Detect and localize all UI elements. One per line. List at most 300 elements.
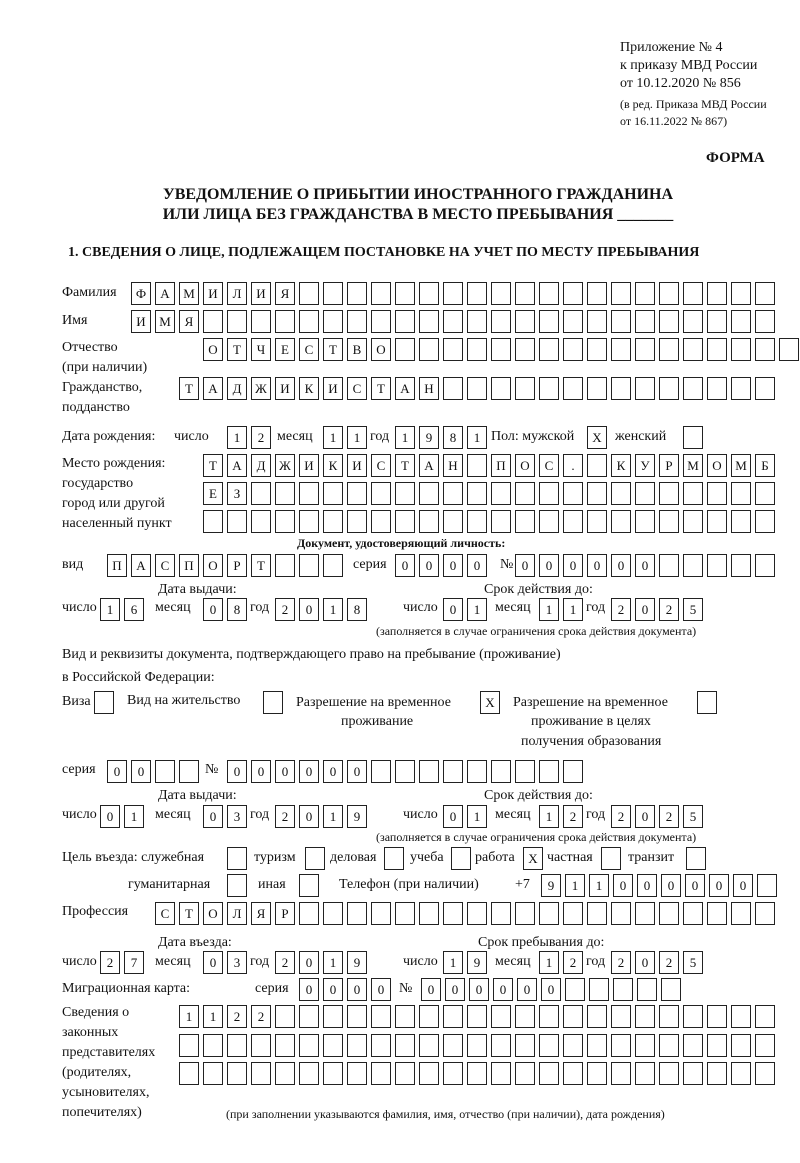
input-cell[interactable] <box>707 482 727 505</box>
input-cell[interactable] <box>347 1005 367 1028</box>
input-cell[interactable]: 7 <box>124 951 144 974</box>
input-cell[interactable]: 2 <box>251 1005 271 1028</box>
purpose-study-checkbox[interactable] <box>451 847 471 870</box>
input-cell[interactable]: 3 <box>227 805 247 828</box>
input-cell[interactable]: 0 <box>323 978 343 1001</box>
input-cell[interactable] <box>539 1062 559 1085</box>
purpose-tourism-checkbox[interactable] <box>305 847 325 870</box>
input-cell[interactable]: С <box>347 377 367 400</box>
surname-field[interactable] <box>131 282 775 305</box>
right-issue-year-field[interactable] <box>275 805 367 828</box>
input-cell[interactable]: Л <box>227 902 247 925</box>
input-cell[interactable] <box>755 377 775 400</box>
input-cell[interactable]: 1 <box>467 426 487 449</box>
input-cell[interactable] <box>635 338 655 361</box>
birthplace-field[interactable] <box>203 510 775 533</box>
input-cell[interactable] <box>587 482 607 505</box>
input-cell[interactable]: 0 <box>107 760 127 783</box>
right-doc-number-field[interactable] <box>227 760 583 783</box>
input-cell[interactable]: 0 <box>299 598 319 621</box>
purpose-humanitarian-checkbox[interactable] <box>227 874 247 897</box>
input-cell[interactable]: 9 <box>419 426 439 449</box>
input-cell[interactable] <box>443 1034 463 1057</box>
input-cell[interactable] <box>659 1062 679 1085</box>
input-cell[interactable] <box>299 310 319 333</box>
input-cell[interactable] <box>611 310 631 333</box>
entry-day-field[interactable] <box>100 951 144 974</box>
input-cell[interactable]: 0 <box>299 951 319 974</box>
input-cell[interactable]: М <box>683 454 703 477</box>
input-cell[interactable]: 1 <box>100 598 120 621</box>
input-cell[interactable]: 2 <box>659 951 679 974</box>
input-cell[interactable] <box>587 902 607 925</box>
input-cell[interactable] <box>467 377 487 400</box>
input-cell[interactable]: 1 <box>539 805 559 828</box>
input-cell[interactable] <box>539 377 559 400</box>
stay-month-field[interactable] <box>539 951 583 974</box>
purpose-work-checkbox[interactable] <box>523 847 543 870</box>
purpose-private-checkbox[interactable] <box>601 847 621 870</box>
input-cell[interactable] <box>611 282 631 305</box>
doc-kind-field[interactable] <box>107 554 343 577</box>
input-cell[interactable]: К <box>299 377 319 400</box>
input-cell[interactable]: О <box>707 454 727 477</box>
input-cell[interactable] <box>371 1034 391 1057</box>
input-cell[interactable] <box>515 902 535 925</box>
input-cell[interactable] <box>491 282 511 305</box>
input-cell[interactable]: И <box>323 377 343 400</box>
input-cell[interactable]: 0 <box>661 874 681 897</box>
input-cell[interactable] <box>299 902 319 925</box>
input-cell[interactable] <box>539 1005 559 1028</box>
input-cell[interactable]: 2 <box>563 805 583 828</box>
input-cell[interactable]: Я <box>179 310 199 333</box>
input-cell[interactable] <box>635 510 655 533</box>
input-cell[interactable] <box>323 1062 343 1085</box>
input-cell[interactable] <box>731 482 751 505</box>
input-cell[interactable] <box>755 510 775 533</box>
input-cell[interactable]: 1 <box>589 874 609 897</box>
input-cell[interactable]: М <box>155 310 175 333</box>
input-cell[interactable] <box>467 1062 487 1085</box>
input-cell[interactable] <box>731 1034 751 1057</box>
input-cell[interactable] <box>611 1034 631 1057</box>
input-cell[interactable] <box>659 377 679 400</box>
input-cell[interactable]: 0 <box>563 554 583 577</box>
input-cell[interactable] <box>515 377 535 400</box>
doc-issue-day-field[interactable] <box>100 598 144 621</box>
input-cell[interactable]: О <box>371 338 391 361</box>
input-cell[interactable] <box>419 282 439 305</box>
input-cell[interactable] <box>731 310 751 333</box>
input-cell[interactable]: 1 <box>467 805 487 828</box>
input-cell[interactable]: 1 <box>539 951 559 974</box>
input-cell[interactable]: 0 <box>469 978 489 1001</box>
input-cell[interactable] <box>659 1034 679 1057</box>
input-cell[interactable]: 2 <box>659 598 679 621</box>
input-cell[interactable]: И <box>131 310 151 333</box>
input-cell[interactable] <box>347 482 367 505</box>
input-cell[interactable] <box>395 1005 415 1028</box>
input-cell[interactable] <box>395 1034 415 1057</box>
input-cell[interactable] <box>347 1034 367 1057</box>
input-cell[interactable] <box>755 1034 775 1057</box>
input-cell[interactable] <box>451 847 471 870</box>
input-cell[interactable]: Т <box>323 338 343 361</box>
input-cell[interactable]: 0 <box>541 978 561 1001</box>
input-cell[interactable]: Ч <box>251 338 271 361</box>
input-cell[interactable]: 0 <box>203 598 223 621</box>
input-cell[interactable] <box>683 377 703 400</box>
input-cell[interactable] <box>419 510 439 533</box>
input-cell[interactable] <box>563 482 583 505</box>
input-cell[interactable]: Н <box>443 454 463 477</box>
input-cell[interactable] <box>515 310 535 333</box>
input-cell[interactable]: 2 <box>100 951 120 974</box>
birth-day-field[interactable] <box>227 426 271 449</box>
input-cell[interactable] <box>589 978 609 1001</box>
input-cell[interactable]: Т <box>179 902 199 925</box>
entry-year-field[interactable] <box>275 951 367 974</box>
input-cell[interactable] <box>635 482 655 505</box>
input-cell[interactable] <box>491 377 511 400</box>
input-cell[interactable] <box>659 554 679 577</box>
input-cell[interactable]: А <box>131 554 151 577</box>
input-cell[interactable] <box>384 847 404 870</box>
input-cell[interactable] <box>635 282 655 305</box>
input-cell[interactable]: 2 <box>563 951 583 974</box>
input-cell[interactable]: 2 <box>275 805 295 828</box>
input-cell[interactable]: 0 <box>299 760 319 783</box>
input-cell[interactable] <box>731 902 751 925</box>
input-cell[interactable] <box>757 874 777 897</box>
input-cell[interactable] <box>299 1062 319 1085</box>
input-cell[interactable] <box>635 902 655 925</box>
input-cell[interactable] <box>179 1034 199 1057</box>
input-cell[interactable] <box>467 510 487 533</box>
input-cell[interactable]: 2 <box>611 598 631 621</box>
input-cell[interactable] <box>227 1062 247 1085</box>
input-cell[interactable]: Ж <box>251 377 271 400</box>
input-cell[interactable]: Н <box>419 377 439 400</box>
input-cell[interactable]: О <box>203 338 223 361</box>
input-cell[interactable]: 0 <box>371 978 391 1001</box>
input-cell[interactable] <box>203 1062 223 1085</box>
input-cell[interactable] <box>443 310 463 333</box>
input-cell[interactable] <box>659 510 679 533</box>
input-cell[interactable] <box>611 1005 631 1028</box>
input-cell[interactable] <box>707 282 727 305</box>
input-cell[interactable] <box>515 1034 535 1057</box>
input-cell[interactable] <box>467 310 487 333</box>
input-cell[interactable] <box>371 760 391 783</box>
input-cell[interactable] <box>707 1034 727 1057</box>
input-cell[interactable] <box>613 978 633 1001</box>
input-cell[interactable] <box>251 482 271 505</box>
input-cell[interactable] <box>587 1034 607 1057</box>
input-cell[interactable]: . <box>563 454 583 477</box>
input-cell[interactable] <box>203 1034 223 1057</box>
input-cell[interactable] <box>611 338 631 361</box>
input-cell[interactable] <box>299 874 319 897</box>
input-cell[interactable]: 0 <box>445 978 465 1001</box>
patronymic-field[interactable] <box>203 338 799 361</box>
input-cell[interactable] <box>94 691 114 714</box>
input-cell[interactable] <box>683 482 703 505</box>
input-cell[interactable]: 0 <box>637 874 657 897</box>
input-cell[interactable]: 8 <box>227 598 247 621</box>
input-cell[interactable] <box>371 482 391 505</box>
input-cell[interactable]: А <box>395 377 415 400</box>
doc-valid-year-field[interactable] <box>611 598 703 621</box>
input-cell[interactable] <box>347 902 367 925</box>
birth-year-field[interactable] <box>395 426 487 449</box>
input-cell[interactable]: 1 <box>227 426 247 449</box>
input-cell[interactable] <box>563 1062 583 1085</box>
doc-issue-month-field[interactable] <box>203 598 247 621</box>
input-cell[interactable]: 0 <box>517 978 537 1001</box>
input-cell[interactable] <box>419 338 439 361</box>
input-cell[interactable]: 0 <box>203 805 223 828</box>
input-cell[interactable] <box>683 510 703 533</box>
input-cell[interactable]: 1 <box>179 1005 199 1028</box>
input-cell[interactable]: Д <box>227 377 247 400</box>
input-cell[interactable]: 0 <box>709 874 729 897</box>
doc-valid-day-field[interactable] <box>443 598 487 621</box>
input-cell[interactable]: З <box>227 482 247 505</box>
input-cell[interactable] <box>467 482 487 505</box>
input-cell[interactable] <box>467 902 487 925</box>
right-issue-day-field[interactable] <box>100 805 144 828</box>
input-cell[interactable] <box>611 1062 631 1085</box>
input-cell[interactable] <box>731 338 751 361</box>
input-cell[interactable] <box>491 1034 511 1057</box>
input-cell[interactable] <box>251 1062 271 1085</box>
input-cell[interactable] <box>251 510 271 533</box>
input-cell[interactable] <box>395 1062 415 1085</box>
input-cell[interactable] <box>683 554 703 577</box>
input-cell[interactable] <box>227 847 247 870</box>
input-cell[interactable]: 8 <box>347 598 367 621</box>
input-cell[interactable] <box>539 760 559 783</box>
input-cell[interactable] <box>587 1062 607 1085</box>
input-cell[interactable]: 0 <box>421 978 441 1001</box>
input-cell[interactable] <box>686 847 706 870</box>
input-cell[interactable] <box>419 310 439 333</box>
temporary-residence-education-checkbox[interactable] <box>697 691 717 714</box>
input-cell[interactable]: Я <box>251 902 271 925</box>
input-cell[interactable]: 1 <box>539 598 559 621</box>
input-cell[interactable] <box>539 282 559 305</box>
representatives-field[interactable] <box>179 1005 775 1028</box>
input-cell[interactable]: У <box>635 454 655 477</box>
input-cell[interactable] <box>515 1062 535 1085</box>
input-cell[interactable] <box>707 310 727 333</box>
input-cell[interactable]: П <box>179 554 199 577</box>
input-cell[interactable]: 0 <box>443 554 463 577</box>
phone-field[interactable] <box>541 874 777 897</box>
input-cell[interactable]: 1 <box>323 426 343 449</box>
input-cell[interactable]: 5 <box>683 951 703 974</box>
input-cell[interactable] <box>683 1034 703 1057</box>
input-cell[interactable] <box>515 1005 535 1028</box>
input-cell[interactable] <box>467 282 487 305</box>
input-cell[interactable] <box>731 282 751 305</box>
input-cell[interactable]: И <box>275 377 295 400</box>
input-cell[interactable] <box>683 426 703 449</box>
input-cell[interactable] <box>611 510 631 533</box>
input-cell[interactable] <box>563 1034 583 1057</box>
input-cell[interactable] <box>563 902 583 925</box>
input-cell[interactable]: 2 <box>227 1005 247 1028</box>
input-cell[interactable] <box>491 1062 511 1085</box>
input-cell[interactable] <box>347 510 367 533</box>
input-cell[interactable] <box>635 1034 655 1057</box>
birth-month-field[interactable] <box>323 426 367 449</box>
input-cell[interactable] <box>419 760 439 783</box>
input-cell[interactable] <box>515 338 535 361</box>
input-cell[interactable]: 2 <box>611 805 631 828</box>
input-cell[interactable] <box>347 1062 367 1085</box>
input-cell[interactable] <box>563 338 583 361</box>
input-cell[interactable]: Е <box>275 338 295 361</box>
input-cell[interactable] <box>659 310 679 333</box>
doc-number-field[interactable] <box>515 554 775 577</box>
input-cell[interactable]: К <box>323 454 343 477</box>
profession-field[interactable] <box>155 902 775 925</box>
birthplace-field[interactable] <box>203 482 775 505</box>
input-cell[interactable]: 9 <box>347 805 367 828</box>
input-cell[interactable]: 1 <box>563 598 583 621</box>
sex-female-checkbox[interactable] <box>683 426 703 449</box>
input-cell[interactable] <box>251 1034 271 1057</box>
input-cell[interactable]: О <box>203 554 223 577</box>
input-cell[interactable] <box>443 510 463 533</box>
input-cell[interactable] <box>683 1005 703 1028</box>
input-cell[interactable] <box>491 1005 511 1028</box>
input-cell[interactable] <box>707 510 727 533</box>
input-cell[interactable]: 0 <box>299 805 319 828</box>
input-cell[interactable] <box>563 510 583 533</box>
input-cell[interactable] <box>467 1034 487 1057</box>
input-cell[interactable]: П <box>107 554 127 577</box>
right-doc-series-field[interactable] <box>107 760 199 783</box>
input-cell[interactable]: С <box>371 454 391 477</box>
input-cell[interactable] <box>299 554 319 577</box>
stay-day-field[interactable] <box>443 951 487 974</box>
input-cell[interactable] <box>515 510 535 533</box>
input-cell[interactable] <box>515 282 535 305</box>
input-cell[interactable] <box>779 338 799 361</box>
input-cell[interactable] <box>443 338 463 361</box>
input-cell[interactable] <box>539 510 559 533</box>
input-cell[interactable] <box>635 377 655 400</box>
input-cell[interactable]: А <box>227 454 247 477</box>
input-cell[interactable]: 0 <box>611 554 631 577</box>
input-cell[interactable] <box>755 554 775 577</box>
input-cell[interactable] <box>299 482 319 505</box>
input-cell[interactable] <box>563 282 583 305</box>
input-cell[interactable]: 1 <box>347 426 367 449</box>
input-cell[interactable] <box>683 282 703 305</box>
input-cell[interactable] <box>323 1005 343 1028</box>
input-cell[interactable] <box>443 1005 463 1028</box>
input-cell[interactable] <box>587 510 607 533</box>
input-cell[interactable] <box>659 482 679 505</box>
input-cell[interactable]: Е <box>203 482 223 505</box>
input-cell[interactable]: 1 <box>323 598 343 621</box>
input-cell[interactable]: 0 <box>419 554 439 577</box>
right-issue-month-field[interactable] <box>203 805 247 828</box>
input-cell[interactable]: С <box>539 454 559 477</box>
input-cell[interactable]: 0 <box>443 805 463 828</box>
input-cell[interactable]: X <box>587 426 607 449</box>
input-cell[interactable]: Б <box>755 454 775 477</box>
input-cell[interactable]: 0 <box>587 554 607 577</box>
input-cell[interactable]: 0 <box>395 554 415 577</box>
input-cell[interactable] <box>443 1062 463 1085</box>
input-cell[interactable] <box>683 310 703 333</box>
input-cell[interactable] <box>419 1034 439 1057</box>
input-cell[interactable]: И <box>251 282 271 305</box>
input-cell[interactable]: Т <box>179 377 199 400</box>
input-cell[interactable] <box>491 902 511 925</box>
input-cell[interactable] <box>443 482 463 505</box>
input-cell[interactable] <box>347 310 367 333</box>
right-valid-day-field[interactable] <box>443 805 487 828</box>
input-cell[interactable] <box>731 1062 751 1085</box>
input-cell[interactable] <box>443 902 463 925</box>
input-cell[interactable] <box>515 760 535 783</box>
input-cell[interactable] <box>275 482 295 505</box>
input-cell[interactable]: Р <box>275 902 295 925</box>
input-cell[interactable]: 0 <box>613 874 633 897</box>
input-cell[interactable] <box>395 902 415 925</box>
input-cell[interactable] <box>491 760 511 783</box>
input-cell[interactable]: 0 <box>227 760 247 783</box>
input-cell[interactable] <box>419 1005 439 1028</box>
input-cell[interactable] <box>731 377 751 400</box>
input-cell[interactable]: 8 <box>443 426 463 449</box>
input-cell[interactable] <box>659 902 679 925</box>
input-cell[interactable]: Р <box>659 454 679 477</box>
input-cell[interactable] <box>323 510 343 533</box>
input-cell[interactable] <box>305 847 325 870</box>
citizenship-field[interactable] <box>179 377 775 400</box>
input-cell[interactable] <box>539 338 559 361</box>
migration-card-series-field[interactable] <box>299 978 391 1001</box>
input-cell[interactable] <box>443 282 463 305</box>
input-cell[interactable]: 1 <box>443 951 463 974</box>
input-cell[interactable] <box>565 978 585 1001</box>
input-cell[interactable] <box>275 510 295 533</box>
input-cell[interactable] <box>323 482 343 505</box>
input-cell[interactable]: X <box>480 691 500 714</box>
purpose-business-checkbox[interactable] <box>384 847 404 870</box>
entry-month-field[interactable] <box>203 951 247 974</box>
input-cell[interactable] <box>563 377 583 400</box>
input-cell[interactable]: Я <box>275 282 295 305</box>
input-cell[interactable]: 0 <box>467 554 487 577</box>
input-cell[interactable]: 0 <box>347 978 367 1001</box>
input-cell[interactable]: С <box>299 338 319 361</box>
input-cell[interactable]: 0 <box>203 951 223 974</box>
input-cell[interactable]: 0 <box>515 554 535 577</box>
input-cell[interactable] <box>731 510 751 533</box>
input-cell[interactable] <box>539 310 559 333</box>
input-cell[interactable]: 0 <box>539 554 559 577</box>
input-cell[interactable]: 9 <box>467 951 487 974</box>
